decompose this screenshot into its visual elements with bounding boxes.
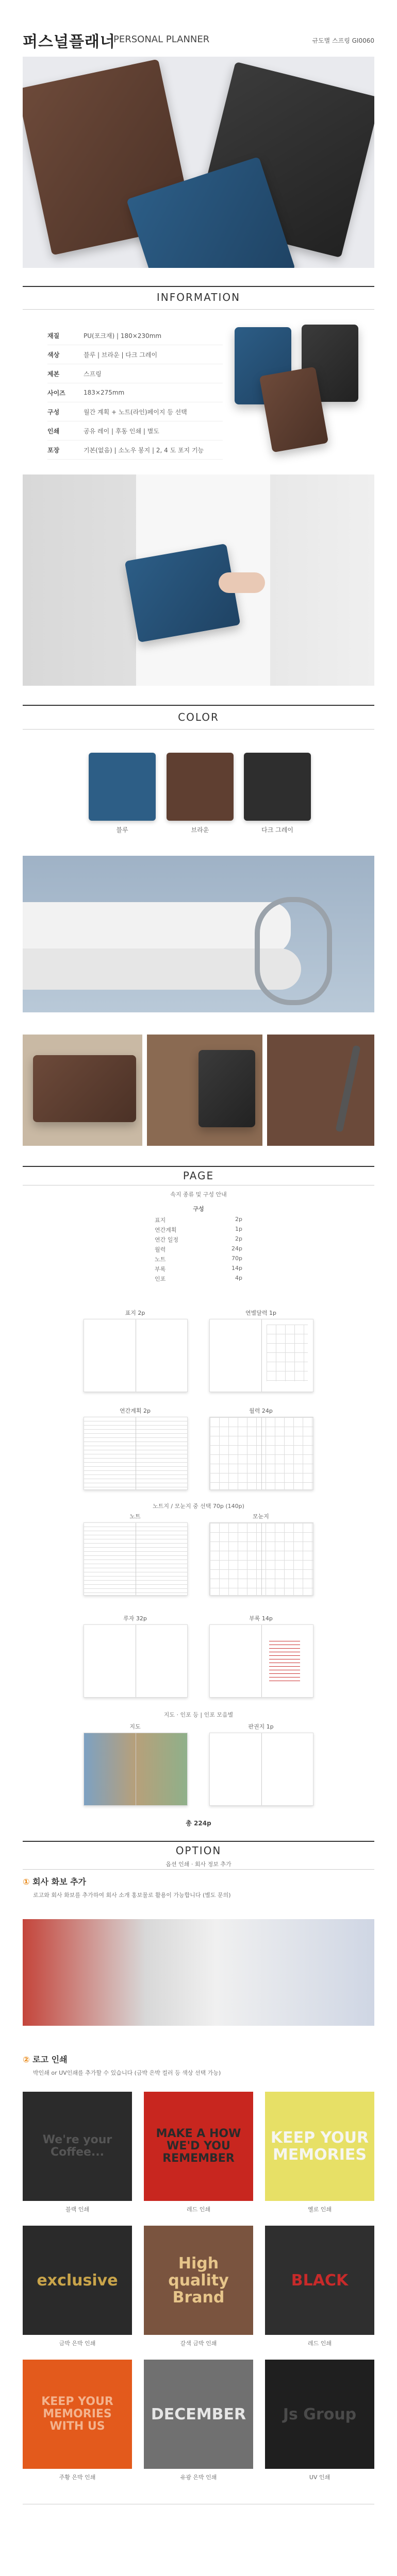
thumb-label: 표지 2p bbox=[125, 1310, 145, 1316]
page-thumb-appendix bbox=[209, 1624, 313, 1698]
section-rule bbox=[23, 286, 374, 287]
thumb-label: 루자 32p bbox=[123, 1615, 147, 1622]
page-thumb-blank bbox=[84, 1624, 188, 1698]
page-list-key: 인포 bbox=[155, 1276, 166, 1282]
option-subtitle: 옵션 인쇄 · 회사 정보 추가 bbox=[166, 1861, 231, 1868]
page-list-row bbox=[155, 1235, 242, 1245]
logo-sample-text: exclusive bbox=[37, 2271, 118, 2290]
calendar-grid bbox=[267, 1325, 308, 1381]
logo-sample-caption: 유광 은박 인쇄 bbox=[180, 2474, 217, 2481]
logo-sample-text: Js Group bbox=[283, 2405, 357, 2424]
number-badge: ② bbox=[23, 2055, 33, 2064]
page-list-key: 연간 일정 bbox=[155, 1236, 179, 1243]
thumb-label: 연간계획 2p bbox=[120, 1408, 151, 1414]
page-thumb-grid bbox=[209, 1522, 313, 1596]
info-value: PU(포크재) | 180×230mm bbox=[84, 332, 162, 340]
page-list-value: 70p bbox=[231, 1255, 242, 1262]
page-list-title: 구성 bbox=[193, 1206, 204, 1212]
info-row bbox=[47, 383, 223, 402]
thumb-label: 노트 bbox=[129, 1513, 141, 1520]
gray-planner bbox=[198, 1050, 255, 1127]
pen bbox=[335, 1045, 360, 1132]
thumb-label: 월력 24p bbox=[249, 1408, 273, 1414]
info-row bbox=[47, 345, 223, 364]
page-section-title: PAGE bbox=[183, 1170, 214, 1182]
page-thumb-cover bbox=[84, 1319, 188, 1392]
spring-closeup-photo bbox=[23, 856, 374, 1012]
spring-ring bbox=[255, 897, 332, 1005]
company-option-title bbox=[23, 1875, 86, 1887]
info-product-image bbox=[235, 325, 363, 453]
thumb-label: 지도 bbox=[129, 1723, 141, 1730]
info-row bbox=[47, 326, 223, 345]
spine bbox=[261, 1523, 262, 1595]
page-list-value: 2p bbox=[235, 1216, 242, 1223]
page-list-value: 1p bbox=[235, 1226, 242, 1232]
page-title: 퍼스널플래너 bbox=[23, 33, 115, 51]
logo-sample-tile bbox=[144, 2226, 253, 2335]
logo-sample-caption: 옐로 인쇄 bbox=[307, 2206, 332, 2213]
logo-option-title bbox=[23, 2053, 68, 2065]
logo-sample-text: KEEP YOUR MEMORIES WITH US bbox=[41, 2395, 113, 2433]
spine bbox=[261, 1733, 262, 1805]
option-title: OPTION bbox=[175, 1844, 222, 1857]
logo-sample-caption: 금박 은박 인쇄 bbox=[59, 2340, 96, 2347]
company-pages-photo bbox=[23, 1919, 374, 2026]
section-rule bbox=[23, 1166, 374, 1167]
info-value: 기본(없음) | 소노우 봉지 | 2, 4 도 포지 기능 bbox=[84, 446, 204, 454]
color-label: 다크 그레이 bbox=[261, 826, 293, 834]
section-rule bbox=[23, 1841, 374, 1842]
info-row bbox=[47, 440, 223, 460]
page-list-row bbox=[155, 1245, 242, 1255]
page-list-row bbox=[155, 1265, 242, 1275]
logo-sample-tile bbox=[144, 2092, 253, 2201]
logo-sample-caption: 레드 인쇄 bbox=[186, 2206, 210, 2213]
section-rule bbox=[23, 1869, 374, 1870]
info-value: 월간 계획 + 노트(라인)페이지 등 선택 bbox=[84, 408, 187, 416]
info-key: 재질 bbox=[47, 332, 60, 340]
info-key: 인쇄 bbox=[47, 427, 60, 435]
info-key: 제본 bbox=[47, 370, 60, 378]
hero-image bbox=[23, 57, 374, 268]
info-value: 블루 | 브라운 | 다크 그레이 bbox=[84, 351, 158, 359]
logo-option-label: 로고 인쇄 bbox=[32, 2055, 68, 2064]
logo-sample-text: We're your Coffee... bbox=[42, 2133, 112, 2159]
logo-sample-tile bbox=[23, 2360, 132, 2469]
section-rule bbox=[23, 729, 374, 730]
logo-sample-caption: 갈색 금박 인쇄 bbox=[180, 2340, 217, 2347]
page-list-row bbox=[155, 1255, 242, 1265]
page-thumb-annual-plan bbox=[84, 1417, 188, 1490]
spine bbox=[261, 1319, 262, 1392]
logo-sample-caption: 블랙 인쇄 bbox=[65, 2206, 89, 2213]
brown-planner bbox=[33, 1055, 136, 1122]
note-caption: 노트지 / 모눈지 중 선택 70p (140p) bbox=[153, 1503, 244, 1510]
logo-sample-tile bbox=[23, 2226, 132, 2335]
page-list-value: 24p bbox=[231, 1245, 242, 1252]
info-key: 색상 bbox=[47, 351, 60, 359]
page-total: 총 224p bbox=[186, 1820, 211, 1827]
logo-sample-caption: 주황 은박 인쇄 bbox=[59, 2474, 96, 2481]
paper-stack bbox=[23, 902, 291, 954]
logo-sample-tile bbox=[23, 2092, 132, 2201]
hand bbox=[219, 572, 265, 593]
logo-sample-text: KEEP YOUR MEMORIES bbox=[270, 2129, 369, 2164]
info-key: 구성 bbox=[47, 408, 60, 416]
page-list-key: 연간계획 bbox=[155, 1227, 177, 1233]
page-list-key: 월력 bbox=[155, 1246, 166, 1253]
spine bbox=[261, 1625, 262, 1697]
page-list bbox=[155, 1216, 242, 1284]
color-swatch-blue[interactable] bbox=[89, 753, 156, 821]
info-value: 스프링 bbox=[84, 370, 102, 378]
thumb-label: 연별달력 1p bbox=[245, 1310, 276, 1316]
color-label: 브라운 bbox=[191, 826, 209, 834]
logo-sample-tile bbox=[144, 2360, 253, 2469]
info-value: 공유 레이 | 후동 인쇄 | 별도 bbox=[84, 427, 159, 435]
page-list-row bbox=[155, 1275, 242, 1284]
number-badge: ① bbox=[23, 1877, 33, 1887]
info-row bbox=[47, 402, 223, 421]
info-row bbox=[47, 364, 223, 383]
thumb-label: 부록 14p bbox=[249, 1615, 273, 1622]
page-list-value: 4p bbox=[235, 1275, 242, 1281]
page-subtitle: PERSONAL PLANNER bbox=[113, 34, 210, 45]
page-list-value: 14p bbox=[231, 1265, 242, 1272]
info-key: 포장 bbox=[47, 446, 60, 454]
detail-photo-3 bbox=[267, 1035, 374, 1146]
page-list-value: 2p bbox=[235, 1235, 242, 1242]
logo-sample-text: High quality Brand bbox=[168, 2254, 229, 2307]
color-label: 블루 bbox=[116, 826, 128, 834]
color-swatch-brown[interactable] bbox=[167, 753, 234, 821]
blue-planner bbox=[125, 544, 241, 642]
section-rule bbox=[23, 705, 374, 706]
logo-option-desc: 박인쇄 or UV인쇄를 추가할 수 있습니다 (금박 은박 컬러 등 색상 선택 가능) bbox=[33, 2070, 221, 2076]
logo-sample-tile bbox=[265, 2360, 374, 2469]
detail-photo-1 bbox=[23, 1035, 142, 1146]
option-caption: 지도 · 인포 등 | 인포 모음별 bbox=[163, 1711, 234, 1718]
company-option-desc: 로고와 회사 화보를 추가하여 회사 소개 홍보물로 활용이 가능합니다 (별도 문의) bbox=[33, 1892, 231, 1899]
logo-sample-text: MAKE A HOW WE'D YOU REMEMBER bbox=[156, 2127, 241, 2165]
page-list-key: 표지 bbox=[155, 1217, 166, 1224]
page-thumb-colophon bbox=[209, 1733, 313, 1806]
logo-sample-text: BLACK bbox=[291, 2271, 349, 2290]
logo-sample-caption: 레드 인쇄 bbox=[307, 2340, 332, 2347]
spine bbox=[261, 1417, 262, 1489]
section-rule bbox=[23, 309, 374, 310]
info-row bbox=[47, 421, 223, 440]
page-list-row bbox=[155, 1216, 242, 1226]
appendix-list bbox=[269, 1638, 300, 1684]
lifestyle-photo bbox=[23, 474, 374, 686]
page-thumb-map bbox=[84, 1733, 188, 1806]
page-list-row bbox=[155, 1226, 242, 1235]
page-list-key: 노트 bbox=[155, 1256, 166, 1263]
detail-photo-2 bbox=[147, 1035, 262, 1146]
thumb-label: 모눈지 bbox=[253, 1513, 269, 1520]
page-thumb-note bbox=[84, 1522, 188, 1596]
page-list-key: 부록 bbox=[155, 1266, 166, 1273]
logo-sample-tile bbox=[265, 2226, 374, 2335]
product-code: 규도별 스프링 GI0060 bbox=[312, 37, 374, 44]
info-value: 183×275mm bbox=[84, 389, 125, 396]
page-subtitle: 속지 종류 및 구성 안내 bbox=[170, 1191, 227, 1198]
logo-sample-caption: UV 인쇄 bbox=[309, 2474, 330, 2481]
color-title: COLOR bbox=[178, 711, 219, 723]
thumb-label: 판권지 1p bbox=[248, 1723, 274, 1730]
information-table bbox=[47, 326, 223, 460]
page-thumb-monthly bbox=[209, 1417, 313, 1490]
company-option-label: 회사 화보 추가 bbox=[32, 1877, 87, 1887]
page-thumb-year-calendar bbox=[209, 1319, 313, 1392]
information-title: INFORMATION bbox=[156, 291, 241, 303]
logo-sample-tile bbox=[265, 2092, 374, 2201]
color-swatch-darkgray[interactable] bbox=[244, 753, 311, 821]
info-key: 사이즈 bbox=[47, 389, 65, 397]
logo-sample-text: DECEMBER bbox=[151, 2405, 246, 2424]
